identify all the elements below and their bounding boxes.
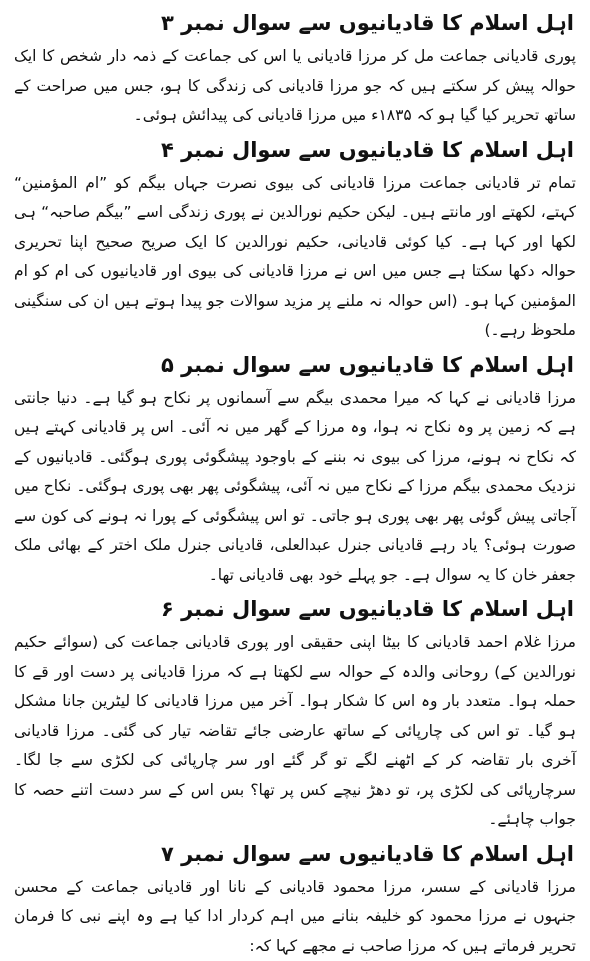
question-5-body: مرزا قادیانی نے کہا کہ میرا محمدی بیگم سے آسمانوں پر نکاح ہو گیا ہے۔ دنیا جانتی ہے کہ زمین پر وہ نکاح نہ ہوا، وہ مرزا کے گھر میں نہ آئی۔ اس پر قادیانی کہتے ہیں کہ نکاح نہ ہونے، مرزا کی بیوی نہ بننے کے باوجود پیشگوئی پوری ہوگئی۔ قادیانیوں کے نزدیک محمدی بیگم مرزا کے نکاح میں نہ آئی، پیشگوئی پھر بھی پوری ہوگئی۔ نکاح میں آجاتی پیش گوئی پھر بھی پوری ہو جاتی۔ تو اس پیشگوئی کے پورا نہ ہونے کی کون سے صورت ہوئی؟ یاد رہے قادیانی جنرل عبدالعلی، قادیانی جنرل ملک اختر کے بھائی ملک جعفر خان کا یہ سوال ہے۔ جو پہلے خود بھی قادیانی تھا۔ [14, 384, 576, 591]
question-7-heading: اہل اسلام کا قادیانیوں سے سوال نمبر ۷ [14, 839, 576, 869]
question-7-section [14, 839, 576, 961]
question-3-body: پوری قادیانی جماعت مل کر مرزا قادیانی یا اس کی جماعت کے ذمہ دار شخص کا ایک حوالہ پیش کر سکتے ہیں کہ جو مرزا قادیانی کی زندگی کا ہو، جس میں صراحت کے ساتھ تحریر کیا گیا ہو کہ ۱۸۳۵ء میں مرزا قادیانی کی پیدائش ہوئی۔ [14, 42, 576, 131]
question-3-section [14, 8, 576, 131]
question-4-body: تمام تر قادیانی جماعت مرزا قادیانی کی بیوی نصرت جہاں بیگم کو ”ام المؤمنین“ کہتے، لکھتے اور مانتے ہیں۔ لیکن حکیم نورالدین نے پوری زندگی اسے ”بیگم صاحبہ“ ہی لکھا اور کہا ہے۔ کیا کوئی قادیانی، حکیم نورالدین کا ایک صریح صحیح اپنا تحریری حوالہ دکھا سکتا ہے جس میں اس نے مرزا قادیانی کی بیوی اور قادیانیوں کی ام کو ام المؤمنین کہا ہو۔ (اس حوالہ نہ ملنے پر مزید سوالات جو پیدا ہوتے ہیں ان کی سنگینی ملحوظ رہے۔) [14, 169, 576, 346]
question-7-body: مرزا قادیانی کے سسر، مرزا محمود قادیانی کے نانا اور قادیانی جماعت کے محسن جنہوں نے مرزا محمود کو خلیفہ بنانے میں اہم کردار ادا کیا ہے وہ اپنے نبی کا فرمان تحریر فرماتے ہیں کہ مرزا صاحب نے مجھے کہا کہ: [14, 873, 576, 961]
question-3-heading: اہل اسلام کا قادیانیوں سے سوال نمبر ۳ [14, 8, 576, 38]
question-4-section [14, 135, 576, 346]
question-6-heading: اہل اسلام کا قادیانیوں سے سوال نمبر ۶ [14, 594, 576, 624]
question-5-section [14, 350, 576, 591]
question-6-section [14, 594, 576, 835]
question-4-heading: اہل اسلام کا قادیانیوں سے سوال نمبر ۴ [14, 135, 576, 165]
question-6-body: مرزا غلام احمد قادیانی کا بیٹا اپنی حقیقی اور پوری قادیانی جماعت کی (سوائے حکیم نورالدین کے) روحانی والدہ کے حوالہ سے لکھتا ہے کہ مرزا قادیانی پر دست اور قے کا حملہ ہوا۔ متعدد بار وہ اس کا شکار ہوا۔ آخر میں مرزا قادیانی کا لیٹرین جانا مشکل ہو گیا۔ تو اس کی چارپائی کے ساتھ عارضی جائے تقاضہ تیار کی گئی۔ مرزا قادیانی آخری بار تقاضہ کر کے اٹھنے لگے تو گر گئے اور سر چارپائی کی لکڑی سے جا لگا۔ سرچارپائی کی لکڑی پر، تو دھڑ نیچے کس پر تھا؟ بس اس کے سر دست اتنے حصہ کا جواب چاہئے۔ [14, 628, 576, 835]
question-5-heading: اہل اسلام کا قادیانیوں سے سوال نمبر ۵ [14, 350, 576, 380]
